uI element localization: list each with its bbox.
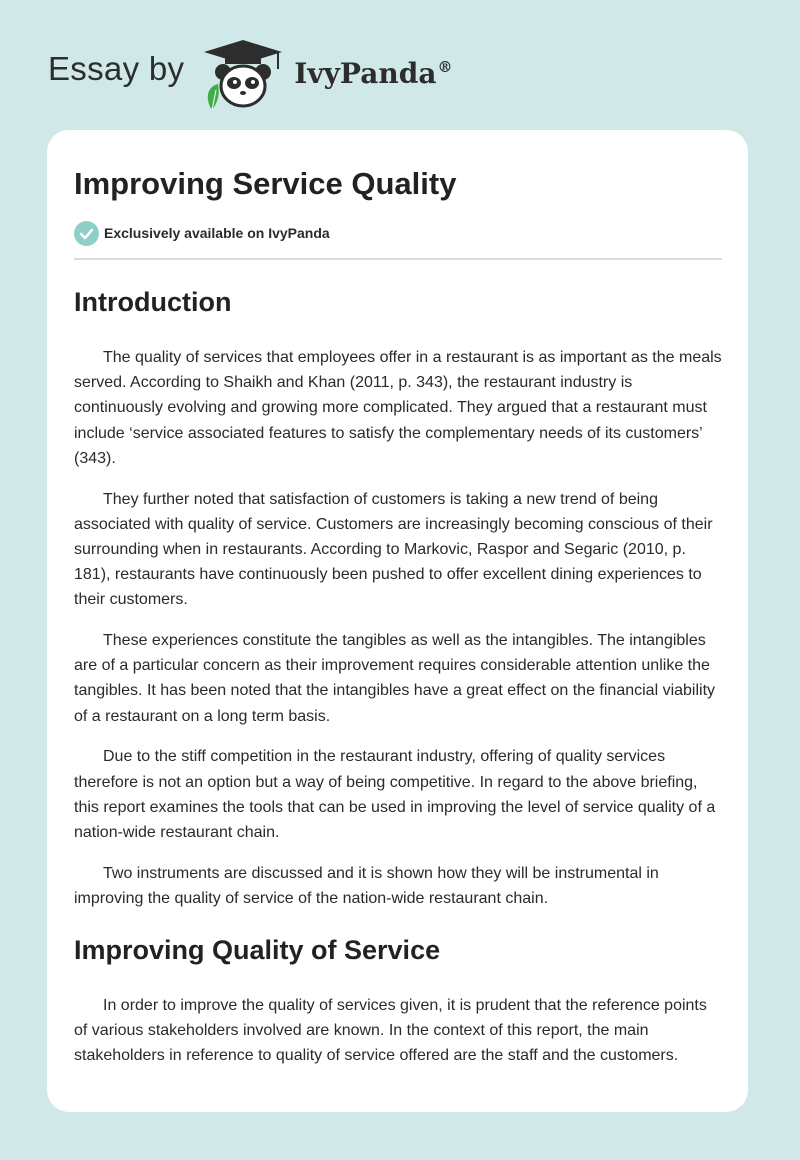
panda-graduate-icon xyxy=(198,36,288,112)
divider xyxy=(74,258,722,260)
brand-header[interactable] xyxy=(48,34,452,114)
brand-name: IvyPanda® xyxy=(294,56,453,90)
section-heading-introduction: Introduction xyxy=(74,287,232,317)
paragraph: Due to the stiff competition in the restaurant industry, offering of quality services therefore is not an option but a way of being competitive. In regard to the above briefing, this report examines the tools that can be used in improving the level of service quality of a nation-wide restaurant chain. xyxy=(74,748,716,841)
brand-prefix: Essay by xyxy=(48,50,185,87)
exclusive-badge xyxy=(74,220,722,246)
check-circle-icon xyxy=(74,221,99,246)
paragraph: Two instruments are discussed and it is shown how they will be instrumental in improving the quality of service of the nation-wide restaurant chain. xyxy=(74,864,659,907)
registered-mark: ® xyxy=(437,58,453,77)
section-heading-improving-quality: Improving Quality of Service xyxy=(74,935,441,966)
essay-card xyxy=(47,130,748,1112)
badge-label: Exclusively available on IvyPanda xyxy=(104,225,330,241)
page-title: Improving Service Quality xyxy=(74,166,457,201)
paragraph: The quality of services that employees offer in a restaurant is as important as the meals served. According to Shaikh and Khan (2011, p. 343), the restaurant industry is continuously evolving and growing more complicated. They argued that a restaurant must include ‘service associated features to satisfy the complementary needs of its customers’ (343). xyxy=(74,349,722,467)
paragraph: They further noted that satisfaction of customers is taking a new trend of being associated with quality of service. Customers are increasingly becoming conscious of their surrounding when in restaurants. According to Markovic, Raspor and Segaric (2010, p. 181), restaurants have continuously been pushed to offer excellent dining experiences to their customers. xyxy=(74,490,713,609)
paragraph: These experiences constitute the tangibles as well as the intangibles. The intangibles are of a particular concern as their improvement requires considerable attention unlike the tangibles. It has been noted that the intangibles have a great effect on the financial viability of a restaurant on a long term basis. xyxy=(74,632,716,725)
paragraph: In order to improve the quality of services given, it is prudent that the reference points of various stakeholders involved are known. In the context of this report, the main stakeholders in reference to quality of service offered are the staff and the customers. xyxy=(74,997,707,1065)
